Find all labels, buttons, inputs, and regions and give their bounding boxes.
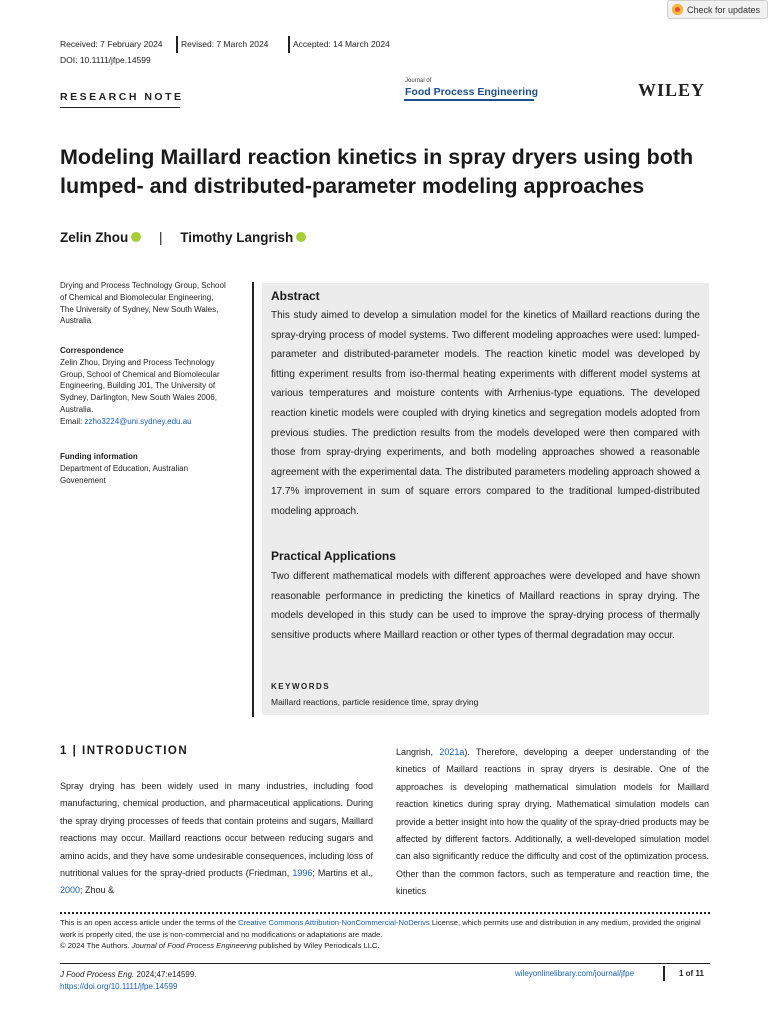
keywords-heading: KEYWORDS [271, 682, 331, 691]
correspondence-line: Group, School of Chemical and Biomolecular [60, 369, 220, 379]
copyright-journal: Journal of Food Process Engineering [131, 941, 257, 951]
intro-right-column [396, 744, 709, 901]
section-heading: 1 | INTRODUCTION [60, 745, 189, 757]
author-separator: | [159, 230, 163, 245]
article-title [60, 143, 710, 201]
funding-line: Govenement [60, 475, 106, 485]
copyright-text: published by Wiley Periodicals LLC. [256, 941, 380, 951]
practical-applications-heading: Practical Applications [271, 549, 396, 563]
email-label: Email: [60, 416, 85, 426]
author-list [60, 230, 306, 245]
doi-header: DOI: 10.1111/jfpe.14599 [60, 55, 151, 65]
journal-site-link[interactable]: wileyonlinelibrary.com/journal/jfpe [515, 969, 635, 978]
abstract-heading: Abstract [271, 289, 320, 303]
journal-logo[interactable] [404, 78, 539, 100]
affiliation-line: Australia [60, 316, 92, 326]
correspondence-line: Australia. [60, 404, 94, 414]
correspondence-line: Zelin Zhou, Drying and Process Technology [60, 357, 215, 367]
affiliation-line: of Chemical and Biomolecular Engineering, [60, 292, 214, 302]
title-line: Modeling Maillard reaction kinetics in spray dryers using both [60, 145, 694, 169]
funding-line: Department of Education, Australian [60, 463, 189, 473]
page-number: 1 of 11 [679, 969, 704, 978]
section-type-underline [60, 107, 180, 108]
correspondence [60, 345, 245, 428]
footer-rule [60, 963, 710, 964]
body-text: Spray drying has been widely used in many industries, including food manufacturing, chemical production, and pharmaceutical applications. During the spray drying processes of feeds that contain proteins and sugars, Maillard reactions may occur. Maillard reactions occur between reducing sugars and amino acids, and they have some undesirable consequences, including loss of nutritional values for the spray-dried products (Friedman, [60, 781, 373, 879]
abstract-text: This study aimed to develop a simulation model for the kinetics of Maillard reactions during the spray-drying process of model systems. Two different modeling approaches were used: lumped-parameter and distributed-parameter models. The reaction kinetic model was developed by fitting experiment results from iso-thermal heating experiments with different model systems at various temperatures and moisture contents with Arrhenius-type equations. The developed reaction kinetic models were coupled with drying kinetics and segregation models adopted from previous studies. The prediction results from the models developed were then compared with those from spray-drying experiments, and both modeling approaches showed a reasonable agreement with the experimental data. The distributed parameters modeling approach showed a 17.7% improvement in sum of square errors compared to the traditional lumped-distributed modeling approach. [271, 310, 700, 517]
check-for-updates-label: Check for updates [687, 4, 761, 15]
header-divider [176, 36, 178, 53]
abstract-left-rule [252, 282, 254, 717]
keywords-text: Maillard reactions, particle residence time, spray drying [271, 697, 479, 707]
email-link[interactable]: zzho3224@uni.sydney.edu.au [84, 416, 192, 426]
intro-left-column [60, 778, 373, 900]
body-text: Langrish, [396, 747, 440, 757]
correspondence-line: Engineering, Building J01, The University of [60, 381, 216, 391]
journal-logo-prefix: Journal of [405, 78, 432, 84]
citation-details: 2024;47:e14599. [134, 970, 197, 979]
affiliation [60, 280, 245, 327]
doi-link[interactable]: https://doi.org/10.1111/jfpe.14599 [60, 982, 178, 991]
license-link[interactable]: Creative Commons Attribution-NonCommercial-NoDerivs [238, 918, 430, 927]
license-notice [60, 917, 710, 952]
header-divider [288, 36, 290, 53]
citation-link[interactable]: 2000 [60, 885, 81, 896]
author-name[interactable]: Timothy Langrish [180, 230, 294, 245]
correspondence-line: Sydney, Darlington, New South Wales 2006, [60, 393, 217, 403]
journal-logo-name: Food Process Engineering [405, 86, 539, 98]
orcid-icon[interactable] [131, 232, 141, 242]
body-text: ; Martins et al., [312, 868, 373, 879]
citation-link[interactable]: 2021a [439, 747, 465, 757]
received-date: Received: 7 February 2024 [60, 39, 163, 49]
license-text: This is an open access article under the terms of the [60, 918, 239, 927]
license-text: License, which permits use and distribution in any medium, provided the original work is properly cited, the use is non-commercial and no modifications or adaptations are made. [60, 918, 701, 939]
author-name[interactable]: Zelin Zhou [60, 230, 129, 245]
section-type: RESEARCH NOTE [60, 91, 184, 103]
accepted-date: Accepted: 14 March 2024 [293, 39, 390, 49]
affiliation-line: The University of Sydney, New South Wales, [60, 304, 219, 314]
body-text: ). Therefore, developing a deeper understanding of the kinetics of Maillard reactions in spray dryers is desirable. One of the approaches is developing mathematical simulation models for Maillard reaction kinetics during spray drying. Mathematical simulation models can provide a better insight into how the quality of the spray-dried products may be affected by different factors. Additionally, a well-developed simulation model can also significantly reduce the difficulty and cost of the optimization process. Other than the common factors, such as temperature and reaction time, the kinetics [396, 747, 709, 897]
practical-applications-text: Two different mathematical models with different approaches were developed and have shown reasonable performance in predicting the kinetics of Maillard reactions in spray drying. The models developed in this study can be used to improve the spray-drying process of thermally sensitive products where Maillard reaction or other types of thermal degradation may occur. [271, 571, 700, 641]
revised-date: Revised: 7 March 2024 [181, 39, 269, 49]
affiliation-line: Drying and Process Technology Group, School [60, 281, 226, 290]
body-text: ; Zhou & [80, 885, 115, 896]
check-for-updates-button[interactable] [667, 0, 768, 19]
journal-logo-rule [404, 99, 534, 101]
copyright-text: © 2024 The Authors. [60, 941, 132, 951]
update-icon [672, 4, 683, 15]
correspondence-heading: Correspondence [60, 346, 124, 355]
orcid-icon[interactable] [296, 232, 306, 242]
publisher-logo[interactable]: WILEY [638, 80, 706, 100]
citation-journal: J Food Process Eng. [60, 970, 135, 979]
license-divider [60, 912, 710, 914]
funding-heading: Funding information [60, 452, 138, 461]
title-line: lumped- and distributed-parameter modeling approaches [60, 174, 645, 198]
citation-link[interactable]: 1996 [292, 868, 313, 879]
footer-divider [663, 966, 665, 981]
funding [60, 451, 245, 486]
footer-citation [60, 969, 197, 993]
